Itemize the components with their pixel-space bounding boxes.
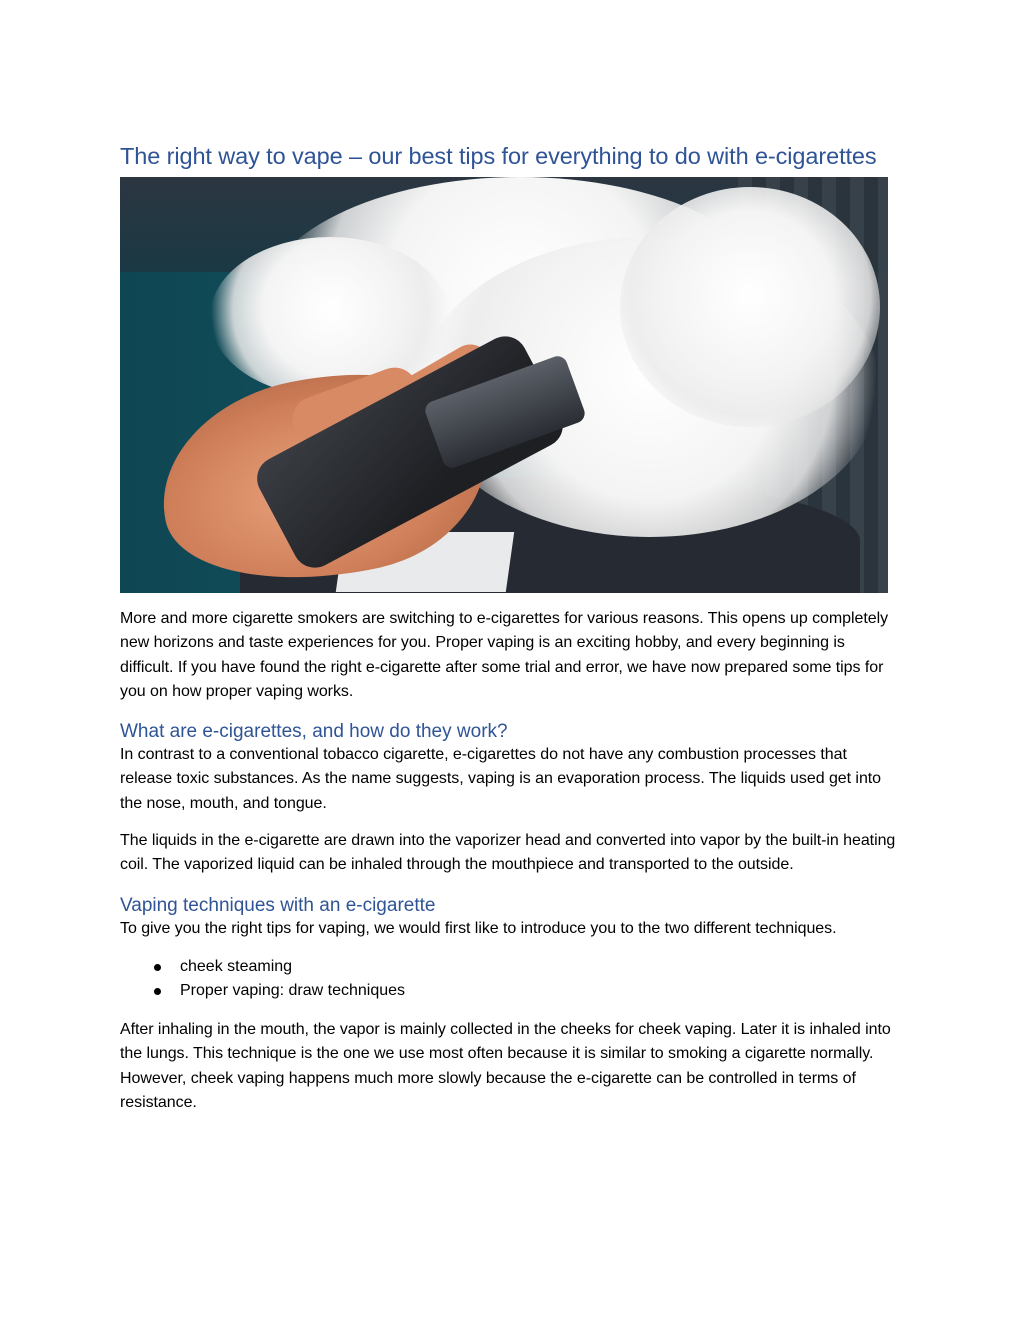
list-item — [120, 979, 898, 1004]
list-item-text: cheek steaming — [180, 957, 293, 975]
section-heading-how-they-work: What are e-cigarettes, and how do they work? — [120, 721, 508, 743]
document-page — [120, 139, 898, 1115]
bullet-icon — [154, 964, 161, 971]
section-heading-techniques: Vaping techniques with an e-cigarette — [120, 894, 436, 916]
vapor-cloud — [620, 187, 880, 427]
hero-image — [120, 177, 888, 593]
page-title: The right way to vape – our best tips for everything to do with e-cigarettes — [120, 143, 877, 169]
paragraph: After inhaling in the mouth, the vapor is mainly collected in the cheeks for cheek vaping. Later it is inhaled into the lungs. This technique is the one we use most often because it is similar to smoking a cigarette normally. However, cheek vaping happens much more slowly because the e-cigarette can be controlled in terms of resistance. — [120, 1020, 891, 1111]
bullet-icon — [154, 988, 161, 995]
technique-list — [120, 955, 898, 1004]
paragraph: In contrast to a conventional tobacco cigarette, e-cigarettes do not have any combustion processes that release toxic substances. As the name suggests, vaping is an evaporation process. The liquids used get into the nose, mouth, and tongue. — [120, 746, 882, 812]
list-item — [120, 955, 898, 980]
paragraph: To give you the right tips for vaping, we would first like to introduce you to the two different techniques. — [120, 919, 837, 937]
intro-paragraph: More and more cigarette smokers are switching to e-cigarettes for various reasons. This opens up completely new horizons and taste experiences for you. Proper vaping is an exciting hobby, and every beginning is difficult. If you have found the right e-cigarette after some trial and error, we have now prepared some tips for you on how proper vaping works. — [120, 610, 889, 700]
list-item-text: Proper vaping: draw techniques — [180, 982, 406, 1000]
paragraph: The liquids in the e-cigarette are drawn into the vaporizer head and converted into vapor by the built-in heating coil. The vaporized liquid can be inhaled through the mouthpiece and transported to the outside. — [120, 832, 896, 874]
